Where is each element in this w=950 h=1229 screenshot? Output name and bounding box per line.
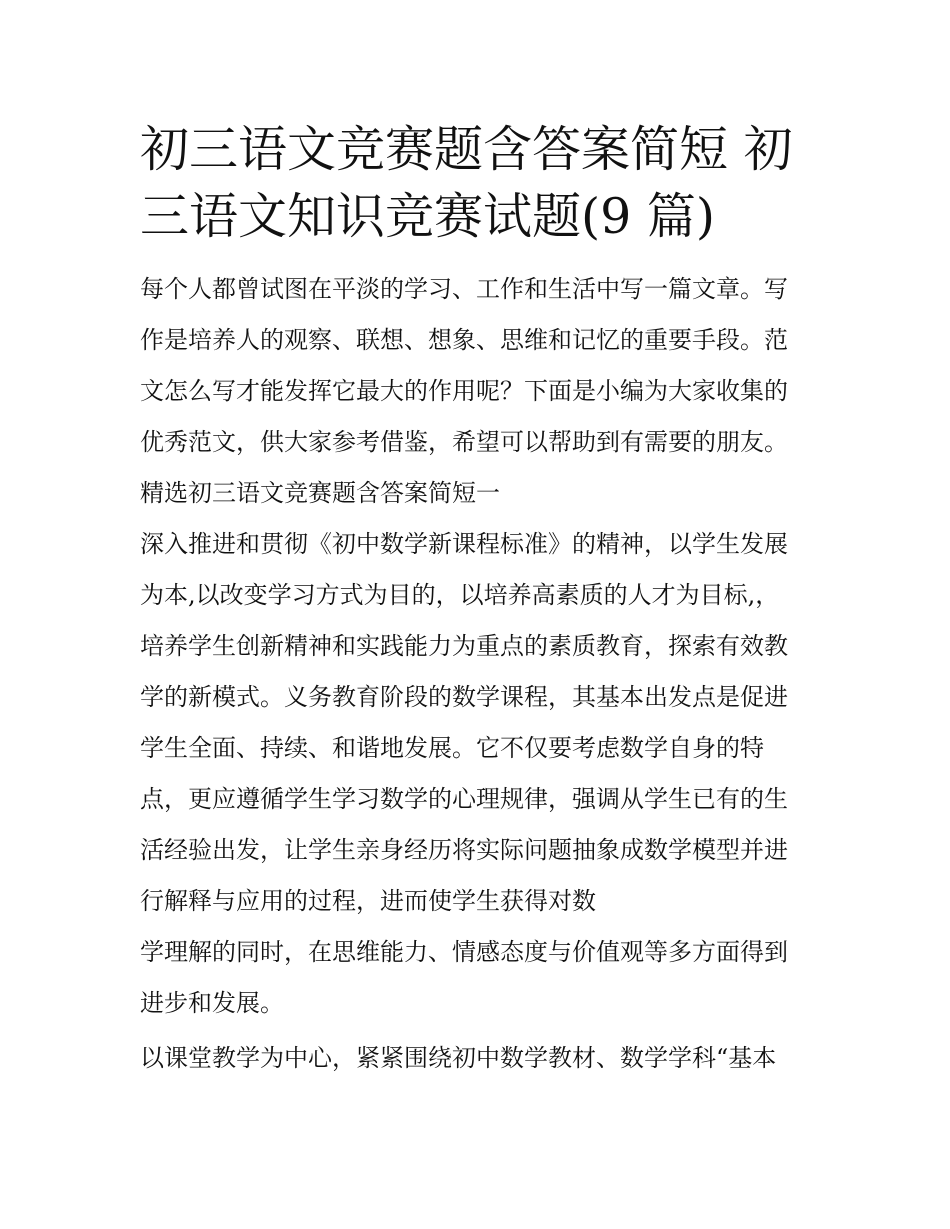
body-paragraph [140, 519, 812, 1029]
body-line-10: 进步和发展。 [140, 989, 284, 1017]
body-line-4: 学的新模式。义务教育阶段的数学课程，其基本出发点是促进 [140, 683, 788, 711]
intro-line-3: 文怎么写才能发挥它最大的作用呢？下面是小编为大家收集的 [140, 377, 788, 405]
intro-line-4: 优秀范文，供大家参考借鉴，希望可以帮助到有需要的朋友。 [140, 428, 788, 456]
body-line-1: 深入推进和贯彻《初中数学新课程标准》的精神，以学生发展 [140, 530, 788, 558]
intro-line-2: 作是培养人的观察、联想、想象、思维和记忆的重要手段。范 [140, 326, 788, 354]
document-title [140, 116, 812, 250]
body-line-7: 活经验出发，让学生亲身经历将实际问题抽象成数学模型并进 [140, 836, 788, 864]
body-line-2: 为本,以改变学习方式为目的，以培养高素质的人才为目标,， [140, 581, 780, 609]
body-line-6: 点，更应遵循学生学习数学的心理规律，强调从学生已有的生 [140, 785, 788, 813]
body-line-9: 学理解的同时，在思维能力、情感态度与价值观等多方面得到 [140, 938, 788, 966]
title-line-2: 三语文知识竞赛试题(9 篇) [140, 188, 715, 245]
body-line-3: 培养学生创新精神和实践能力为重点的素质教育，探索有效教 [140, 632, 788, 660]
document-content [140, 116, 812, 1084]
intro-paragraph [140, 264, 812, 468]
next-paragraph-line: 以课堂教学为中心，紧紧围绕初中数学教材、数学学科“基本 [140, 1044, 777, 1072]
body-line-8: 行解释与应用的过程，进而使学生获得对数 [140, 887, 596, 915]
body-line-5: 学生全面、持续、和谐地发展。它不仅要考虑数学自身的特 [140, 734, 764, 762]
intro-line-1: 每个人都曾试图在平淡的学习、工作和生活中写一篇文章。写 [140, 275, 788, 303]
section-heading: 精选初三语文竞赛题含答案简短一 [140, 479, 500, 507]
title-line-1: 初三语文竞赛题含答案简短 初 [140, 121, 793, 178]
